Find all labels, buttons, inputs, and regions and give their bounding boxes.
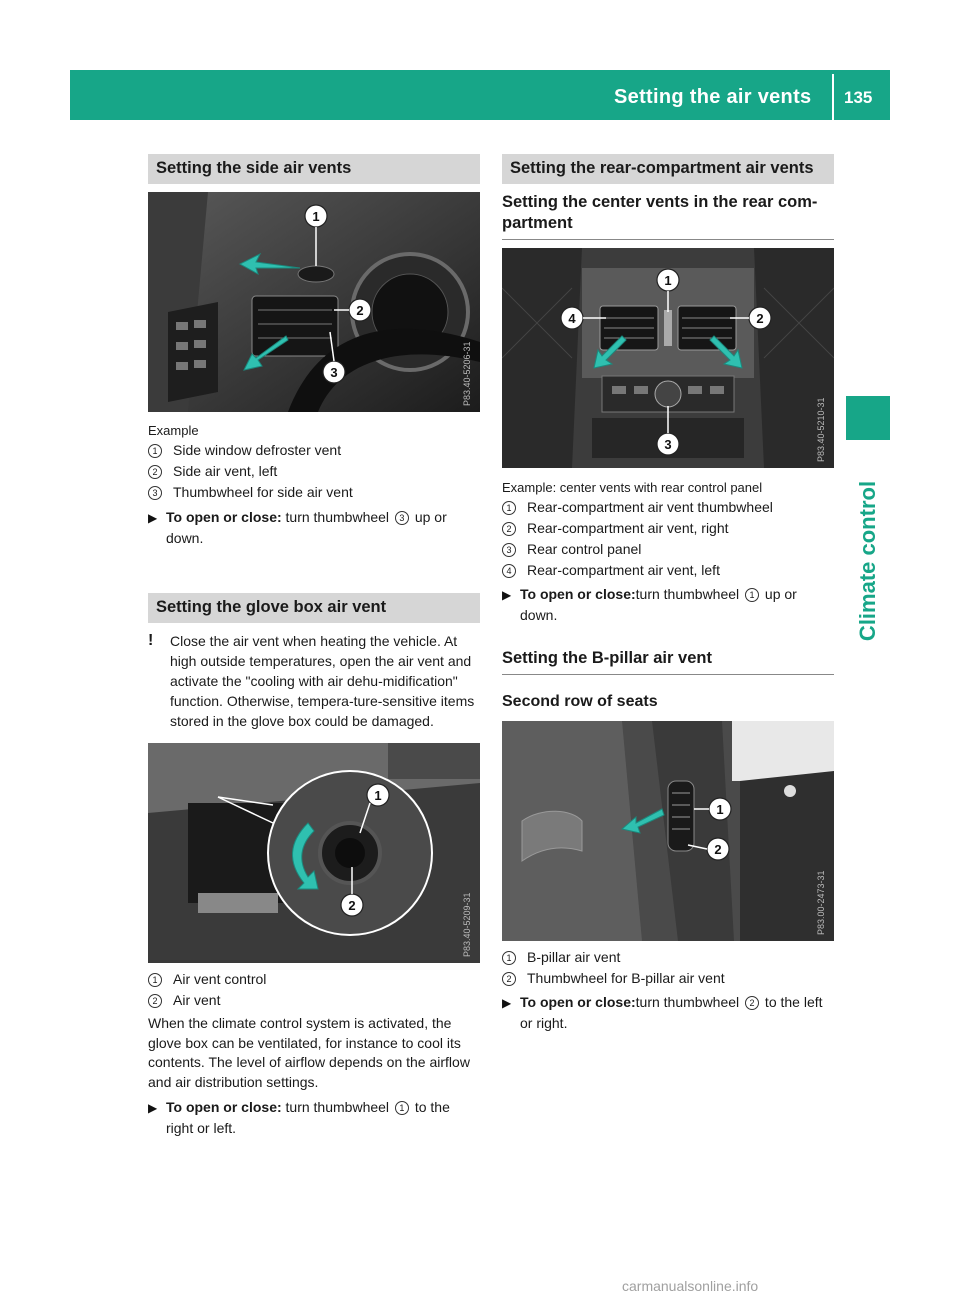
svg-text:4: 4 [568,311,576,326]
legend-item: 3 Thumbwheel for side air vent [148,482,480,503]
svg-text:3: 3 [330,365,338,380]
header-divider [832,74,834,120]
warning-icon: ! [148,632,154,649]
instruction-step: ▶ To open or close:turn thumbwheel 1 up or down. [502,584,834,626]
callout-number: 3 [148,486,162,500]
chapter-tab-marker [846,396,890,440]
figure-glove-box-vent [148,743,480,963]
svg-text:1: 1 [716,802,724,817]
right-column [502,154,834,1034]
page-title: Setting the air vents [614,86,812,108]
legend-side-vents [148,440,480,503]
callout-number: 1 [502,951,516,965]
legend-glove-box [148,969,480,1011]
left-column [148,154,480,1139]
section-heading-glove-box: Setting the glove box air vent [148,593,480,623]
svg-text:2: 2 [756,311,764,326]
svg-text:2: 2 [714,842,722,857]
legend-item: 3 Rear control panel [502,539,834,560]
legend-item: 1 B-pillar air vent [502,947,834,968]
figure-caption: Example: center vents with rear control panel [502,480,763,495]
legend-item: 2 Rear-compartment air vent, right [502,518,834,539]
callout-number: 1 [148,444,162,458]
watermark-text: carmanualsonline.info [622,1278,759,1294]
legend-item: 4 Rear-compartment air vent, left [502,560,834,581]
legend-item: 2 Side air vent, left [148,461,480,482]
page-number: 135 [844,88,873,107]
legend-b-pillar [502,947,834,989]
callout-number: 2 [502,522,516,536]
warning-note: ! Close the air vent when heating the vehicle. At high outside temperatures, open the air vent and activate the "cooling with air dehu-midification" function. Otherwise, tempera-ture-sensitive items stored in the glove box could be damaged. [148,632,475,729]
figure-side-air-vents [148,192,480,412]
callout-number: 1 [502,501,516,515]
figure-caption: Example [148,423,199,438]
subheading-b-pillar: Setting the B-pillar air vent [502,648,834,675]
step-arrow-icon: ▶ [502,588,512,602]
svg-text:2: 2 [356,303,364,318]
legend-item: 1 Rear-compartment air vent thumbwheel [502,497,834,518]
subheading-second-row: Second row of seats [502,693,658,710]
callout-number: 3 [502,543,516,557]
legend-rear-vents [502,497,834,581]
callout-number: 4 [502,564,516,578]
legend-item: 2 Thumbwheel for B-pillar air vent [502,968,834,989]
chapter-label: Climate control [855,480,881,642]
instruction-step: ▶ To open or close: turn thumbwheel 1 to the right or left. [148,1097,480,1139]
svg-text:1: 1 [312,209,320,224]
section-heading-rear-vents: Setting the rear-compartment air vents [502,154,834,184]
callout-number: 2 [148,465,162,479]
svg-text:P83.40-5206-31: P83.40-5206-31 [462,341,472,406]
legend-item: 1 Side window defroster vent [148,440,480,461]
callout-number: 2 [502,972,516,986]
step-arrow-icon: ▶ [148,1101,158,1115]
figure-b-pillar-vent [502,721,834,941]
svg-text:P83.00-2473-31: P83.00-2473-31 [816,870,826,935]
section-heading-side-vents: Setting the side air vents [148,154,480,184]
step-arrow-icon: ▶ [502,996,512,1010]
callout-number: 2 [148,994,162,1008]
step-arrow-icon: ▶ [148,511,158,525]
figure-rear-center-vents [502,248,834,468]
instruction-step: ▶ To open or close:turn thumbwheel 2 to the left or right. [502,992,834,1034]
svg-text:1: 1 [664,273,672,288]
legend-item: 1 Air vent control [148,969,480,990]
instruction-step: ▶ To open or close: turn thumbwheel 3 up or down. [148,507,480,549]
svg-text:P83.40-5209-31: P83.40-5209-31 [462,892,472,957]
legend-item: 2 Air vent [148,990,480,1011]
callout-number: 1 [148,973,162,987]
body-paragraph: When the climate control system is activated, the glove box can be ventilated, for instance to cool its contents. The level of airflow depends on the airflow and air distribution settings. [148,1015,470,1090]
svg-text:1: 1 [374,788,382,803]
subheading-center-vents: Setting the center vents in the rear com-partment [502,192,834,240]
svg-text:P83.40-5210-31: P83.40-5210-31 [816,397,826,462]
svg-text:2: 2 [348,898,356,913]
svg-text:3: 3 [664,437,672,452]
